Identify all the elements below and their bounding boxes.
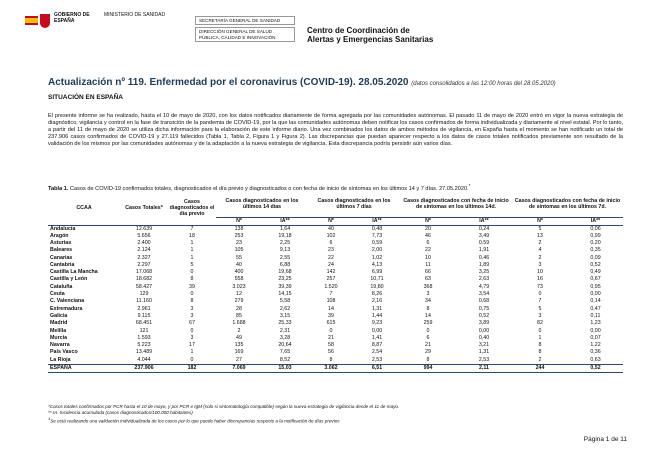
- table-cell: 0,24: [478, 225, 490, 232]
- table-cell: 2: [237, 327, 241, 334]
- report-title: [48, 77, 556, 88]
- table-cell: 1,31: [371, 305, 383, 312]
- table-cell: 3,15: [279, 312, 291, 319]
- table-cell: 8,52: [279, 356, 291, 363]
- table-cell: 121: [139, 327, 149, 334]
- ccaa-name-cell: Baleares: [50, 247, 73, 254]
- table-row: [48, 262, 623, 269]
- header-n: Nº: [400, 217, 456, 225]
- header-7d: Casos diagnosticados en los últimos 7 días: [308, 191, 400, 217]
- table-cell: 19,18: [278, 232, 292, 239]
- table-cell: 1,89: [478, 261, 490, 268]
- table-cell: 21: [328, 334, 334, 341]
- table-row: [48, 335, 623, 342]
- table-cell: 11: [425, 261, 431, 268]
- note-validation-mark: 1: [48, 416, 51, 422]
- header-n: Nº: [512, 217, 568, 225]
- table-cell: 55: [236, 254, 242, 261]
- government-logo: [25, 12, 174, 28]
- ccaa-name-cell: Canarias: [50, 254, 73, 261]
- ccaa-name-cell: Andalucía: [50, 225, 76, 232]
- intro-paragraph: El presente informe se ha realizado, hasta el 10 de mayo de 2020, con los datos notificados diariamente de forma agregada por las comunidades autónomas. El pasado 11 de mayo de 2020 entró en vigor la nueva estrategia de diagnóstico, vigilancia y control en la fase de transición de la pandemia de COVID-19, por la que las comunidades autónomas deben notificar los casos confirmados de forma individualizada y diariamente al nivel estatal. Por lo tanto, a partir del 11 de mayo de 2020 se utiliza dicha información para la elaboración de este informe diario. Una vez combinados los datos de ambos métodos de vigilancia, en España hasta el momento se han notificado un total de 237.906 casos confirmados de COVID-19 y 27.119 fallecidos (Tabla 1, Tabla 2, Figura 1 y Figura 2). Las discrepancias que puedan aparecer respecto a los datos de casos totales notificados previamente son resultado de la validación de los mismos por las comunidades autónomas y de la adaptación a la nueva estrategia de vigilancia. Esta discrepancia podría persistir aún varios días.: [48, 113, 623, 147]
- table-cell: 1: [190, 247, 194, 254]
- table-cell: 259: [423, 320, 433, 327]
- table-cell: 0,00: [590, 327, 601, 334]
- table-cell: 3: [190, 305, 194, 312]
- table-cell: 58.427: [135, 283, 153, 290]
- table-cell: 7,65: [279, 349, 291, 356]
- table-cell: 1,22: [590, 342, 601, 349]
- ccaa-name-cell: ESPAÑA: [48, 364, 120, 372]
- table-row: [48, 357, 623, 365]
- table-cell: 129: [139, 291, 149, 298]
- table-cell: 0,59: [371, 239, 383, 246]
- table-cell: 0,00: [590, 291, 601, 298]
- table-cell: 0,36: [590, 349, 601, 356]
- table-row: [48, 327, 623, 334]
- table-cell: 19,68: [278, 269, 292, 276]
- table-cell: 253: [234, 232, 244, 239]
- table-cell: 615: [326, 320, 336, 327]
- table-cell: 6,51: [354, 364, 400, 372]
- ccaa-name-cell: Ceuta: [50, 291, 65, 298]
- table-cell: 5: [190, 261, 194, 268]
- note-validation: [48, 416, 623, 425]
- table-cell: 0,46: [478, 254, 490, 261]
- table-cell: 0: [538, 327, 542, 334]
- table-cell: 7.069: [216, 364, 262, 372]
- table-cell: 5,58: [279, 298, 291, 305]
- table-cell: 0: [190, 269, 194, 276]
- table-cell: 63: [425, 276, 431, 283]
- table-cell: 1: [190, 239, 194, 246]
- table-cell: 2,11: [456, 364, 512, 372]
- table-cell: 13: [537, 232, 543, 239]
- table-cell: 21: [425, 342, 431, 349]
- table-row: [48, 225, 623, 233]
- table-cell: 2.400: [137, 239, 151, 246]
- table-cell: 2.124: [137, 247, 151, 254]
- ccaa-name-cell: Extremadura: [50, 305, 83, 312]
- ccaa-name-cell: Cantabria: [50, 261, 75, 268]
- table-row: [48, 305, 623, 312]
- department-boxes: [195, 16, 295, 44]
- table-cell: 13.489: [135, 349, 153, 356]
- table-cell: 8,26: [371, 291, 383, 298]
- table-cell: 1: [190, 349, 194, 356]
- table-cell: 3: [426, 291, 430, 298]
- table-cell: 0,47: [590, 305, 601, 312]
- table-cell: 5: [538, 305, 542, 312]
- table-cell: 2,62: [279, 305, 291, 312]
- table-cell: 40: [236, 261, 242, 268]
- table-cell: 3,28: [279, 334, 291, 341]
- table-cell: 49: [236, 334, 242, 341]
- table-cell: 25,33: [278, 320, 292, 327]
- table-cell: 23: [328, 247, 334, 254]
- table-cell: 1.688: [232, 320, 246, 327]
- table-cell: 14: [328, 305, 334, 312]
- header-total: Casos Totales*: [120, 191, 168, 225]
- table-cell: 994: [400, 364, 456, 372]
- table-caption-label: Tabla 1.: [48, 185, 69, 192]
- table-cell: 3.062: [308, 364, 354, 372]
- table-cell: 1.520: [324, 283, 338, 290]
- table-cell: 0,52: [568, 364, 623, 372]
- table-cell: 46: [425, 232, 431, 239]
- table-cell: 39,39: [278, 283, 292, 290]
- table-cell: 10: [425, 254, 431, 261]
- table-cell: 20: [425, 225, 431, 232]
- ccaa-name-cell: Cataluña: [50, 283, 73, 290]
- header-onset-7d: Casos diagnosticados con fecha de inicio de síntomas en los últimos 7d.: [512, 191, 623, 217]
- table-cell: 7: [329, 291, 333, 298]
- note-total: *Casos totales confirmados por PCR hasta el 10 de mayo, y por PCR e IgM (solo si sintomatología compatible) según la nueva estrategia de vigilancia desde el 11 de mayo.: [48, 404, 400, 409]
- table-cell: 19,80: [370, 283, 384, 290]
- table-cell: 1,64: [279, 225, 291, 232]
- table-cell: 8: [190, 276, 194, 283]
- table-cell: 2,25: [279, 239, 291, 246]
- table-cell: 23: [236, 239, 242, 246]
- table-cell: 1,23: [590, 320, 601, 327]
- table-cell: 2,53: [371, 356, 383, 363]
- table-row: [48, 313, 623, 320]
- table-cell: 85: [236, 312, 242, 319]
- table-cell: 0,00: [371, 327, 383, 334]
- ccaa-name-cell: Castilla y León: [50, 276, 88, 283]
- table-cell: 4,13: [371, 261, 383, 268]
- table-cell: 279: [234, 298, 244, 305]
- table-cell: 0,00: [478, 327, 490, 334]
- table-cell: 6: [426, 239, 430, 246]
- table-cell: 29: [425, 349, 431, 356]
- table-cell: 24: [328, 261, 334, 268]
- table-cell: 135: [234, 342, 244, 349]
- table-cell: 73: [537, 283, 543, 290]
- table-notes: [48, 404, 623, 425]
- table-cell: 0: [538, 291, 542, 298]
- table-cell: 257: [326, 276, 336, 283]
- table-cell: 8: [190, 298, 194, 305]
- table-cell: 23,25: [278, 276, 292, 283]
- direccion-box: DIRECCIÓN GENERAL DE SALUD PÚBLICA, CALIDAD E INNOVACIÓN: [195, 27, 295, 42]
- table-cell: 14,15: [278, 291, 292, 298]
- table-cell: 1,41: [371, 334, 383, 341]
- table-row: [48, 349, 623, 356]
- table-cell: 0: [329, 327, 333, 334]
- covid-cases-table: [48, 191, 623, 373]
- table-cell: 0,06: [590, 225, 601, 232]
- table-cell: 20,64: [278, 342, 292, 349]
- table-cell: 0,95: [590, 283, 601, 290]
- header-onset-14d: Casos diagnosticados con fecha de inicio de síntomas en los últimos 14d.: [400, 191, 512, 217]
- ccaa-name-cell: Aragón: [50, 232, 69, 239]
- table-cell: 7: [190, 225, 194, 232]
- table-cell: 0,20: [590, 239, 601, 246]
- table-cell: 9,13: [279, 247, 291, 254]
- table-cell: 22: [425, 247, 431, 254]
- table-cell: 9.115: [137, 312, 151, 319]
- table-cell: 8,87: [371, 342, 383, 349]
- table-cell: 5.223: [137, 342, 151, 349]
- table-cell: 18.682: [135, 276, 153, 283]
- table-cell: 6: [329, 239, 333, 246]
- table-cell: 67: [189, 320, 195, 327]
- ccaa-name-cell: Murcia: [50, 334, 68, 341]
- table-cell: 3,25: [478, 269, 490, 276]
- table-cell: 244: [512, 364, 568, 372]
- table-cell: 0: [190, 356, 194, 363]
- table-cell: 8: [426, 305, 430, 312]
- table-cell: 558: [234, 276, 244, 283]
- table-cell: 14: [425, 312, 431, 319]
- table-cell: 2,31: [279, 327, 291, 334]
- secretaria-box: SECRETARÍA GENERAL DE SANIDAD: [195, 16, 295, 25]
- table-cell: 5.656: [137, 232, 151, 239]
- table-row: [48, 342, 623, 349]
- table-cell: 237.906: [120, 364, 168, 372]
- table-cell: 108: [326, 298, 336, 305]
- table-cell: 27: [236, 356, 242, 363]
- note-ia: ** IA: Incidencia acumulada (casos diagnosticados/100.000 habitantes): [48, 410, 193, 416]
- table-cell: 7: [538, 298, 542, 305]
- table-cell: 2.327: [137, 254, 151, 261]
- table-cell: 15,03: [262, 364, 308, 372]
- table-cell: 2,63: [478, 276, 490, 283]
- table-cell: 2,16: [371, 298, 383, 305]
- table-cell: 8: [426, 356, 430, 363]
- table-cell: 3.023: [232, 283, 246, 290]
- table-cell: 39: [328, 312, 334, 319]
- table-cell: 8: [329, 356, 333, 363]
- table-cell: 2: [538, 239, 542, 246]
- ccaa-name-cell: La Rioja: [50, 356, 71, 363]
- ccaa-name-cell: C. Valenciana: [50, 298, 85, 305]
- header-n: Nº: [216, 217, 262, 225]
- table-cell: 1: [538, 334, 542, 341]
- table-cell: 16: [537, 276, 543, 283]
- ccaa-name-cell: Navarra: [50, 342, 70, 349]
- table-cell: 2,00: [371, 247, 383, 254]
- coat-of-arms-icon: [40, 14, 50, 28]
- table-cell: 10,71: [370, 276, 384, 283]
- table-cell: 182: [168, 364, 216, 372]
- ccaa-name-cell: Melilla: [50, 327, 67, 334]
- center-title: Centro de Coordinación de Alertas y Emergencias Sanitarias: [307, 26, 434, 44]
- table-row: [48, 233, 623, 240]
- table-cell: 0,67: [590, 276, 601, 283]
- table-cell: 0,49: [590, 269, 601, 276]
- table-cell: 3: [190, 334, 194, 341]
- table-cell: 0,09: [590, 254, 601, 261]
- table-cell: 1: [190, 254, 194, 261]
- table-cell: 9,23: [371, 320, 383, 327]
- table-row: [48, 269, 623, 276]
- header-ccaa: CCAA: [48, 191, 120, 225]
- table-cell: 1.593: [137, 334, 151, 341]
- table-cell: 18: [189, 232, 195, 239]
- table-row: [48, 240, 623, 247]
- table-cell: 0,14: [590, 298, 601, 305]
- table-cell: 6: [426, 334, 430, 341]
- table-caption-mark: *: [468, 183, 471, 188]
- table-cell: 1,31: [478, 349, 490, 356]
- table-cell: 2,53: [478, 356, 490, 363]
- table-cell: 40: [328, 225, 334, 232]
- table-cell: 2,54: [371, 349, 383, 356]
- header-ia: IA**: [354, 217, 400, 225]
- table-cell: 7,73: [371, 232, 383, 239]
- ccaa-name-cell: Castilla La Mancha: [50, 269, 98, 276]
- table-cell: 8: [538, 342, 542, 349]
- table-cell: 11.160: [136, 298, 152, 305]
- table-cell: 4: [538, 247, 542, 254]
- table-cell: 0,35: [590, 247, 601, 254]
- table-cell: 102: [326, 232, 336, 239]
- table-cell: 66: [425, 269, 431, 276]
- table-cell: 3,89: [478, 320, 490, 327]
- government-label: GOBIERNO DE ESPAÑA: [54, 12, 90, 24]
- page-header: [25, 12, 625, 54]
- table-cell: 0: [190, 291, 194, 298]
- table-cell: 17: [189, 342, 195, 349]
- section-heading: SITUACIÓN EN ESPAÑA: [48, 94, 123, 101]
- table-cell: 1,91: [478, 247, 490, 254]
- table-cell: 10: [537, 269, 543, 276]
- table-cell: 1,44: [371, 312, 383, 319]
- ccaa-name-cell: País Vasco: [50, 349, 78, 356]
- table-cell: 3: [538, 261, 542, 268]
- ccaa-name-cell: Galicia: [50, 312, 68, 319]
- table-cell: 0,11: [590, 312, 601, 319]
- header-ia: IA**: [568, 217, 623, 225]
- table-cell: 5: [538, 225, 542, 232]
- table-cell: 58: [328, 342, 334, 349]
- table-total-row: [48, 364, 623, 372]
- table-cell: 17.068: [135, 269, 153, 276]
- table-cell: 0,48: [371, 225, 383, 232]
- table-cell: 400: [234, 269, 244, 276]
- table-cell: 28: [236, 305, 242, 312]
- table-cell: 2: [538, 356, 542, 363]
- table-cell: 0,52: [478, 312, 490, 319]
- table-cell: 0,75: [478, 305, 490, 312]
- header-14d: Casos diagnosticados en los últimos 14 días: [216, 191, 308, 217]
- header-prev-day: Casos diagnosticados el día previo: [168, 191, 216, 225]
- table-cell: 0,59: [478, 239, 490, 246]
- table-cell: 169: [234, 349, 244, 356]
- table-cell: 0,99: [590, 232, 601, 239]
- table-cell: 6,99: [371, 269, 383, 276]
- header-n: Nº: [308, 217, 354, 225]
- table-cell: 2.961: [137, 305, 151, 312]
- ministry-label: MINISTERIO DE SANIDAD: [104, 12, 166, 18]
- table-cell: 138: [234, 225, 244, 232]
- table-cell: 56: [328, 349, 334, 356]
- note-validation-text: Se está realizando una validación individualizada de los casos por lo que puede haber discrepancias respecto a la notificación de días previos: [50, 418, 340, 424]
- table-cell: 8: [538, 349, 542, 356]
- table-caption-text: Casos de COVID-19 confirmados totales, diagnosticados el día previo y diagnosticados o con fecha de inicio de síntomas en los últimos 14 y 7 días. 27.05.2020.: [69, 185, 469, 192]
- table-cell: 142: [326, 269, 336, 276]
- table-cell: 3,54: [478, 291, 490, 298]
- ccaa-name-cell: Asturias: [50, 239, 72, 246]
- table-cell: 0,63: [590, 356, 601, 363]
- table-cell: 0: [426, 327, 430, 334]
- table-cell: 3: [538, 312, 542, 319]
- table-cell: 0,52: [590, 261, 601, 268]
- table-cell: 12.639: [135, 225, 153, 232]
- table-cell: 3: [190, 312, 194, 319]
- table-row: [48, 247, 623, 254]
- report-title-note: (datos consolidados a las 12:00 horas del 28.05.2020): [411, 81, 556, 87]
- header-ia: IA**: [262, 217, 308, 225]
- table-cell: 368: [423, 283, 433, 290]
- spain-flag-icon: [25, 16, 38, 25]
- page-number: Página 1 de 11: [583, 436, 627, 443]
- table-cell: 2: [538, 254, 542, 261]
- table-cell: 22: [328, 254, 334, 261]
- table-cell: 82: [537, 320, 543, 327]
- table-cell: 4.044: [137, 356, 151, 363]
- table-cell: 34: [425, 298, 431, 305]
- table-cell: 0,40: [478, 334, 490, 341]
- table-cell: 4,79: [478, 283, 490, 290]
- report-title-text: Actualización nº 119. Enfermedad por el coronavirus (COVID-19). 28.05.2020: [48, 77, 409, 88]
- table-row: [48, 320, 623, 327]
- ccaa-name-cell: Madrid: [50, 320, 68, 327]
- table-cell: 0,68: [478, 298, 490, 305]
- table-cell: 105: [234, 247, 244, 254]
- table-cell: 0,07: [590, 334, 601, 341]
- table-cell: 1,02: [371, 254, 383, 261]
- table-cell: 3,21: [478, 342, 490, 349]
- table-cell: 2.297: [137, 261, 151, 268]
- table-cell: 3,49: [478, 232, 490, 239]
- table-body: [48, 225, 623, 372]
- table-cell: 0: [190, 327, 194, 334]
- table-cell: 39: [189, 283, 195, 290]
- table-row: [48, 284, 623, 291]
- table-row: [48, 254, 623, 261]
- table-cell: 6,88: [279, 261, 291, 268]
- table-row: [48, 298, 623, 305]
- table-cell: 2,55: [279, 254, 291, 261]
- table-row: [48, 276, 623, 283]
- table-cell: 68.451: [135, 320, 153, 327]
- header-ia: IA**: [456, 217, 512, 225]
- table-cell: 12: [236, 291, 242, 298]
- table-row: [48, 291, 623, 298]
